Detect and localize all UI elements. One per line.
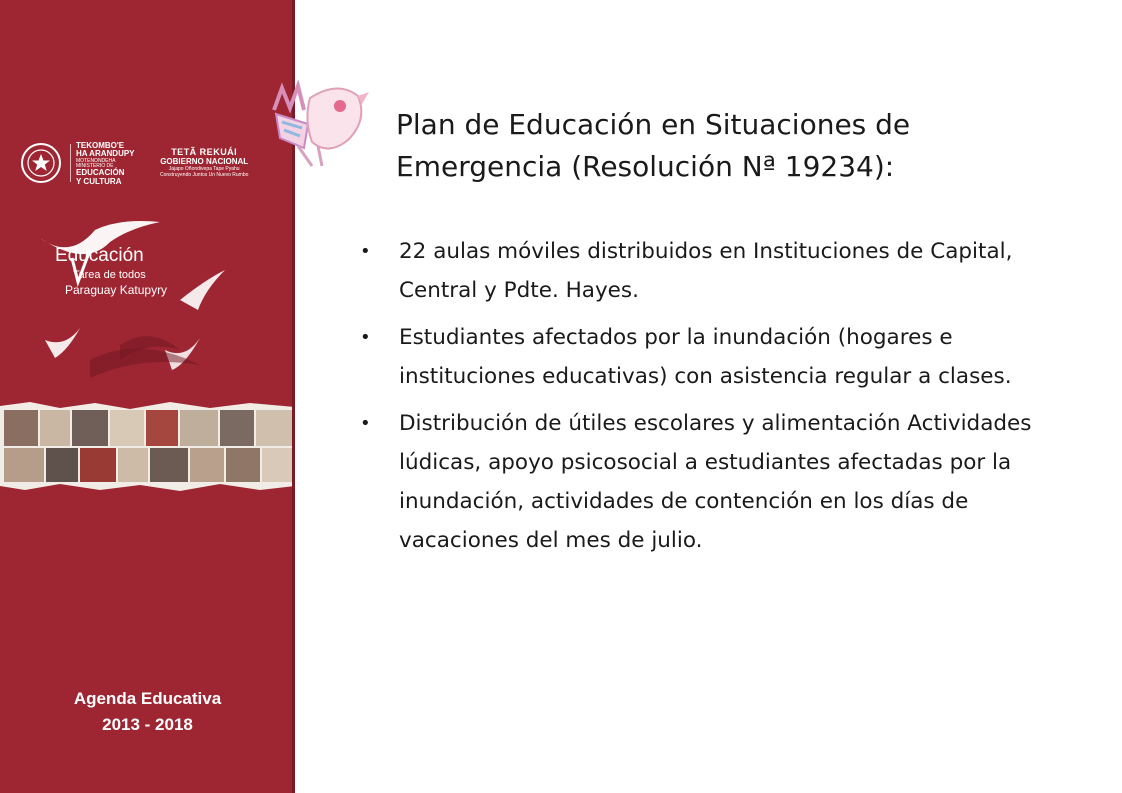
gob-line2: GOBIERNO NACIONAL xyxy=(160,157,249,166)
gob-line4: Construyendo Juntos Un Nuevo Rumbo xyxy=(160,172,249,178)
agenda-text xyxy=(0,686,295,738)
list-item xyxy=(355,318,1075,396)
bullet-text: 22 aulas móviles distribuidos en Instituciones de Capital, Central y Pdte. Hayes. xyxy=(399,239,1013,303)
mec-line3: MOTENONDEHA xyxy=(76,157,116,164)
bullet-list xyxy=(355,232,1075,568)
gob-line3: Jajapo Oñondivepa Tape Pyahu xyxy=(168,166,240,172)
logos-row xyxy=(0,132,295,192)
mec-logo-text xyxy=(76,142,135,186)
bullet-dot-icon: • xyxy=(360,413,371,434)
child-drawing-decoration xyxy=(268,80,370,168)
agenda-line1: Agenda Educativa xyxy=(73,689,222,708)
mec-line4: MINISTERIO DE xyxy=(76,163,114,170)
national-seal-icon xyxy=(20,142,62,184)
agenda-line2: 2013 - 2018 xyxy=(102,715,193,734)
gob-line1: TETÃ REKUÁI xyxy=(171,147,238,157)
slide-title: Plan de Educación en Situaciones de Emergencia (Resolución Nª 19234): xyxy=(396,108,911,183)
sidebar-banner xyxy=(0,0,295,793)
birds-swoosh-decoration xyxy=(0,210,295,410)
mec-line5: EDUCACIÓN xyxy=(76,168,125,178)
list-item xyxy=(355,232,1075,310)
mec-line1: TEKOMBO'E xyxy=(76,141,125,150)
slogan-head: Educación xyxy=(55,245,144,266)
bullet-dot-icon: • xyxy=(360,327,371,348)
slogan-block xyxy=(55,245,167,297)
mec-line2: HA ARANDUPY xyxy=(76,149,135,159)
bullet-dot-icon: • xyxy=(360,241,371,262)
bullet-text: Distribución de útiles escolares y alimentación Actividades lúdicas, apoyo psicosocial a estudiantes afectadas por la inundación, actividades de contención en los días de vacaciones del mes de julio. xyxy=(399,411,1032,553)
logo-divider xyxy=(70,144,71,182)
mec-line6: Y CULTURA xyxy=(76,176,122,186)
gobierno-logo-text xyxy=(160,147,248,178)
slogan-line3: Paraguay Katupyry xyxy=(65,283,168,297)
photo-collage-image xyxy=(0,400,295,492)
slogan-line2: Tarea de todos xyxy=(73,269,146,281)
list-item xyxy=(355,404,1075,560)
bullet-text: Estudiantes afectados por la inundación (hogares e instituciones educativas) con asistencia regular a clases. xyxy=(399,325,1012,389)
